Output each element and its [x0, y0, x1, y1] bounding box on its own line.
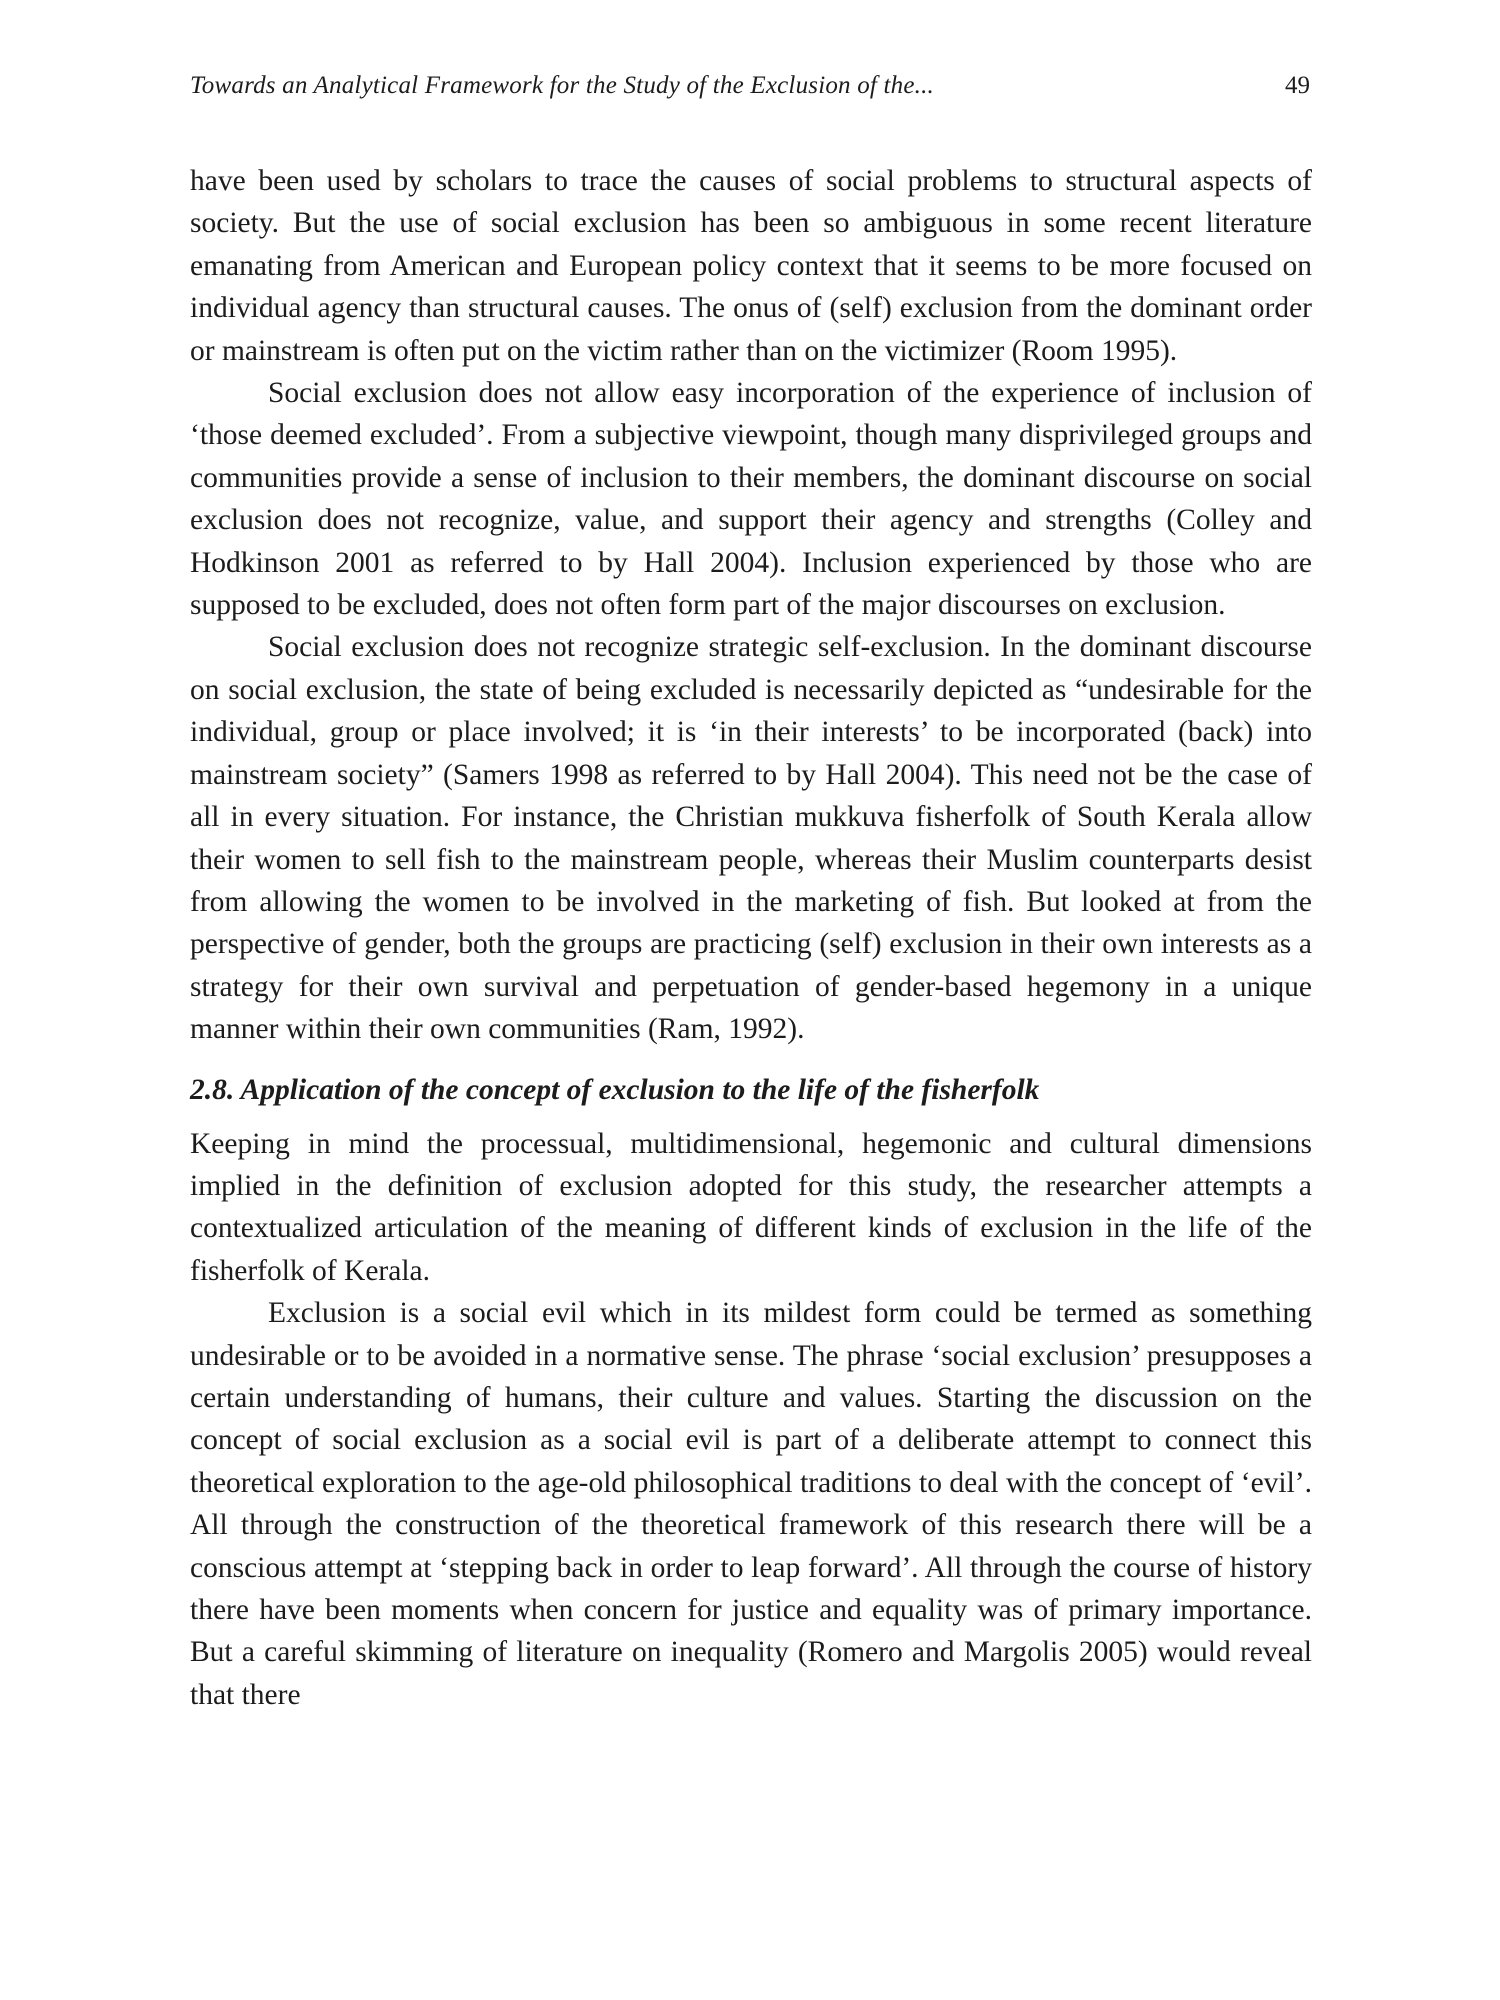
section-heading: 2.8. Application of the concept of exclusion to the life of the fisherfolk	[190, 1073, 1040, 1106]
paragraph: Social exclusion does not allow easy incorporation of the experience of inclusion of ‘those deemed excluded’. From a subjective viewpoint, though many disprivileged groups and communities provide a sense of inclusion to their members, the dominant discourse on social exclusion does not recognize, value, and support their agency and strengths (Colley and Hodkinson 2001 as referred to by Hall 2004). Inclusion experienced by those who are supposed to be excluded, does not often form part of the major discourses on exclusion.	[190, 377, 1312, 622]
paragraph: Keeping in mind the processual, multidimensional, hegemonic and cultural dimensions implied in the definition of exclusion adopted for this study, the researcher attempts a contextualized articulation of the meaning of different kinds of exclusion in the life of the fisherfolk of Kerala.	[190, 1127, 1312, 1287]
paragraph: Exclusion is a social evil which in its mildest form could be termed as something undesirable or to be avoided in a normative sense. The phrase ‘social exclusion’ presupposes a certain understanding of humans, their culture and values. Starting the discussion on the concept of social exclusion as a social evil is part of a deliberate attempt to connect this theoretical exploration to the age-old philosophical traditions to deal with the concept of ‘evil’. All through the construction of the theoretical framework of this research there will be a conscious attempt at ‘stepping back in order to leap forward’. All through the course of history there have been moments when concern for justice and equality was of primary importance. But a careful skimming of literature on inequality (Romero and Margolis 2005) would reveal that there	[190, 1297, 1312, 1711]
page-number: 49	[1285, 72, 1310, 99]
running-title: Towards an Analytical Framework for the Study of the Exclusion of the...	[190, 72, 934, 99]
paragraph: Social exclusion does not recognize strategic self-exclusion. In the dominant discourse on social exclusion, the state of being excluded is necessarily depicted as “undesirable for the individual, group or place involved; it is ‘in their interests’ to be incorporated (back) into mainstream society” (Samers 1998 as referred to by Hall 2004). This need not be the case of all in every situation. For instance, the Christian mukkuva fisherfolk of South Kerala allow their women to sell fish to the mainstream people, whereas their Muslim counterparts desist from allowing the women to be involved in the marketing of fish. But looked at from the perspective of gender, both the groups are practicing (self) exclusion in their own interests as a strategy for their own survival and perpetuation of gender-based hegemony in a unique manner within their own communities (Ram, 1992).	[190, 631, 1312, 1046]
running-header	[190, 72, 1310, 112]
body-text	[190, 160, 1312, 1716]
paragraph: have been used by scholars to trace the causes of social problems to structural aspects of society. But the use of social exclusion has been so ambiguous in some recent literature emanating from American and European policy context that it seems to be more focused on individual agency than structural causes. The onus of (self) exclusion from the dominant order or mainstream is often put on the victim rather than on the victimizer (Room 1995).	[190, 165, 1312, 367]
